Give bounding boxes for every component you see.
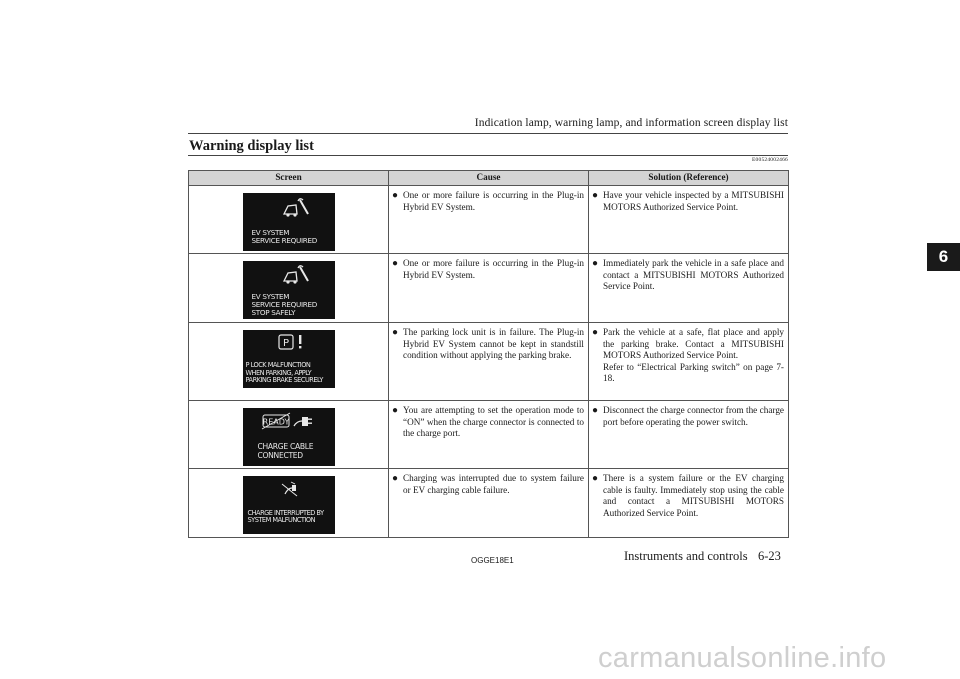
screen-cell xyxy=(189,186,389,254)
display-screenshot xyxy=(243,476,335,534)
section-code: E00524002466 xyxy=(751,157,788,163)
bullet-icon: ● xyxy=(592,405,599,416)
solution-text: There is a system failure or the EV charging cable is faulty. Immediately stop using the cable and contact a MITSUBISHI MOTORS Authorized Service Point. xyxy=(603,473,784,518)
solution-text: Disconnect the charge connector from the charge port before operating the power switch. xyxy=(603,405,784,427)
parking-lock-warning-icon xyxy=(277,333,307,353)
display-line: EV SYSTEM xyxy=(251,292,290,301)
screen-cell xyxy=(189,401,389,469)
bullet-icon: ● xyxy=(392,327,399,338)
solution-cell xyxy=(589,469,789,538)
table-row xyxy=(189,401,789,469)
display-line: P LOCK MALFUNCTION xyxy=(245,361,311,370)
display-screenshot xyxy=(243,193,335,251)
solution-cell xyxy=(589,323,789,401)
cause-text: One or more failure is occurring in the Plug-in Hybrid EV System. xyxy=(403,190,584,212)
display-screenshot xyxy=(243,408,335,466)
car-wrench-icon xyxy=(281,197,311,219)
bullet-icon: ● xyxy=(392,405,399,416)
section-title: Warning display list xyxy=(189,138,314,154)
column-header-cause: Cause xyxy=(389,171,589,186)
display-line: PARKING BRAKE SECURELY xyxy=(245,376,323,385)
solution-text: Have your vehicle inspected by a MITSUBISHI MOTORS Authorized Service Point. xyxy=(603,190,784,212)
cause-cell xyxy=(389,401,589,469)
charge-interrupted-icon xyxy=(279,480,301,498)
footer-chapter-title: Instruments and controls xyxy=(624,549,748,563)
solution-cell xyxy=(589,254,789,323)
header-divider xyxy=(188,133,788,134)
cause-cell xyxy=(389,186,589,254)
ready-indicator-text: READY xyxy=(262,417,289,427)
cause-text: One or more failure is occurring in the Plug-in Hybrid EV System. xyxy=(403,258,584,280)
display-line: EV SYSTEM xyxy=(251,228,290,237)
display-line: WHEN PARKING, APPLY xyxy=(245,368,312,377)
watermark-text: carmanualsonline.info xyxy=(598,642,887,674)
bullet-icon: ● xyxy=(392,473,399,484)
display-line: CONNECTED xyxy=(257,451,303,460)
solution-reference: Refer to “Electrical Parking switch” on page 7-18. xyxy=(603,361,784,384)
display-line: STOP SAFELY xyxy=(251,308,296,317)
screen-cell xyxy=(189,323,389,401)
table-row xyxy=(189,254,789,323)
table-row xyxy=(189,469,789,538)
column-header-screen: Screen xyxy=(189,171,389,186)
display-line: CHARGE INTERRUPTED BY xyxy=(247,508,324,517)
column-header-solution: Solution (Reference) xyxy=(589,171,789,186)
footer-document-code: OGGE18E1 xyxy=(471,556,514,565)
cause-cell xyxy=(389,254,589,323)
svg-text:P: P xyxy=(282,338,289,349)
display-screenshot xyxy=(243,330,335,388)
solution-text: Park the vehicle at a safe, flat place and apply the parking brake. Contact a MITSUBISHI MOTORS Authorized Service Point. xyxy=(603,327,784,361)
screen-cell xyxy=(189,254,389,323)
display-line: SYSTEM MALFUNCTION xyxy=(247,516,316,525)
table-row xyxy=(189,186,789,254)
bullet-icon: ● xyxy=(592,258,599,269)
cause-text: You are attempting to set the operation mode to “ON” when the charge connector is connected to the charge port. xyxy=(403,405,584,439)
solution-cell xyxy=(589,186,789,254)
cause-cell xyxy=(389,469,589,538)
chapter-tab: 6 xyxy=(927,243,960,271)
cause-cell xyxy=(389,323,589,401)
bullet-icon: ● xyxy=(592,327,599,338)
display-line: SERVICE REQUIRED xyxy=(251,236,317,245)
display-line: CHARGE CABLE xyxy=(257,442,314,451)
bullet-icon: ● xyxy=(392,258,399,269)
bullet-icon: ● xyxy=(592,473,599,484)
bullet-icon: ● xyxy=(392,190,399,201)
car-wrench-icon xyxy=(281,264,311,286)
ready-plug-icon xyxy=(261,412,317,432)
cause-text: The parking lock unit is in failure. The Plug-in Hybrid EV System cannot be kept in standstill condition without applying the parking brake. xyxy=(403,327,584,361)
display-line: SERVICE REQUIRED xyxy=(251,300,317,309)
solution-cell xyxy=(589,401,789,469)
display-screenshot xyxy=(243,261,335,319)
bullet-icon: ● xyxy=(592,190,599,201)
cause-text: Charging was interrupted due to system failure or EV charging cable failure. xyxy=(403,473,584,495)
page-number: 6-23 xyxy=(758,549,781,563)
table-row xyxy=(189,323,789,401)
solution-text: Immediately park the vehicle in a safe place and contact a MITSUBISHI MOTORS Authorized Service Point. xyxy=(603,258,784,292)
screen-cell xyxy=(189,469,389,538)
section-divider xyxy=(188,155,788,156)
table-header-row xyxy=(189,171,789,186)
warning-display-table xyxy=(188,170,789,538)
running-header: Indication lamp, warning lamp, and information screen display list xyxy=(474,117,788,129)
